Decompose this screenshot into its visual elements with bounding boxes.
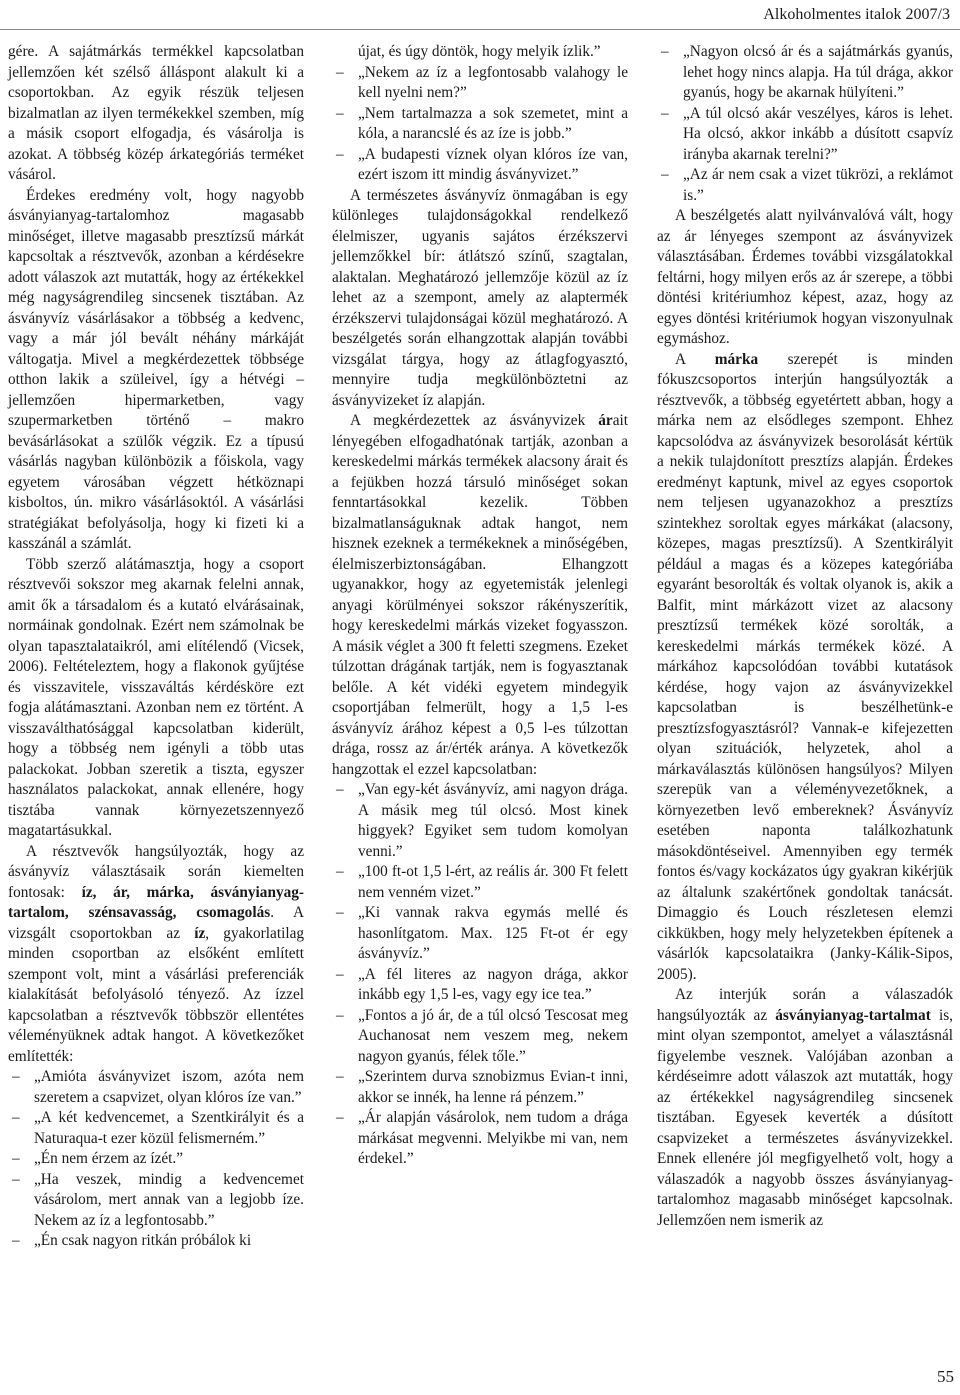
quote-item: – „Ár alapján vásárolok, nem tudom a drága márkásat megvenni. Melyikbe mi van, nem érdekel.” <box>332 1108 628 1170</box>
paragraph: A beszélgetés alatt nyilvánvalóvá vált, hogy az ár lényeges szempont az ásványvizek választásában. Érdemes további vizsgálatokkal feltárni, hogy milyen erős az ár szerepe, a többi döntési kritériumhoz képest, azaz, hogy az egyes döntési kritériumok hogyan viszonyulnak egymáshoz. <box>657 207 953 347</box>
quote-item: – „A fél literes az nagyon drága, akkor inkább egy 1,5 l-es, vagy egy ice tea.” <box>332 965 628 1006</box>
quote-item: – „Ki vannak rakva egymás mellé és hasonlítgatom. Max. 125 Ft-ot ér egy ásványvíz.” <box>332 903 628 965</box>
bold-term: ásványianyag-tartalmat <box>775 1006 931 1024</box>
bold-term: márka <box>714 350 759 368</box>
paragraph: A márka szerepét is minden fókuszcsoportos interjún hangsúlyozták a résztvevők, a többség egyetértett abban, hogy a márka nem az elsődleges szempont. Ehhez kapcsolódva az ásványvizek besorolását kértük a nekik tulajdonított presztízs alapján. Érdekes eredményt kaptunk, mivel az egyes csoportok nem teljesen ugyanazokhoz a presztízs szintekhez soroltak egyes márkákat (alacsony, közepes, magas presztízsű). A Szentkirályit például a magas és a közepes kategóriába egyaránt besorolták és voltak olyanok is, akik a Balfit, mint márkázott vizet az alacsony presztízsű termékek közé sorolták, a kereskedelmi márkás termékek közé. A márkához kapcsolódóan további kutatások kérdése, hogy vajon az ásványvizekkel kapcsolatban is beszélhetünk-e presztízsfogyasztásról? Vannak-e kifejezetten olyan szituációk, helyzetek, ahol a márkaválasztás különösen hangsúlyos? Milyen szerepük van a véleményvezetőknek, a környezetben levő embereknek? Ásványvíz esetében naponta találkozhatunk másokdöntéseivel. Amennyiben egy termék fontos és/vagy kockázatos úgy gyakran kikérjük az általunk szakértőnek gondoltak tanácsát. Dimaggio és Louch részletesen elemzi cikkükben, hogy mely helyzetekben építenek a vásárlók kapcsolataikra (Janky-Kálik-Sipos, 2005). <box>657 350 953 983</box>
column-1 <box>8 42 304 1252</box>
quote-item: – „A két kedvencemet, a Szentkirályit és a Naturaqua-t ezer közül felismerném.” <box>8 1108 304 1149</box>
column-3 <box>657 42 953 1231</box>
header-rule <box>0 29 960 30</box>
paragraph: gére. A sajátmárkás termékkel kapcsolatban jellemzően két szélső álláspont alakult ki a csoportokban. Az egyik részük teljesen bizalmatlan az ilyen termékekkel szemben, míg a másik csoport elfogadja, és vásárolja is azokat. A többség közép árkategóriás terméket vásárol. <box>8 43 304 183</box>
quote-item: – „Nagyon olcsó ár és a sajátmárkás gyanús, lehet hogy nincs alapja. Ha túl drága, akkor gyanús, hogy be akarnak hülyíteni.” <box>657 42 953 104</box>
quote-list <box>657 42 953 206</box>
quote-list <box>332 780 628 1170</box>
quote-item: – „Én nem érzem az ízét.” <box>8 1149 304 1170</box>
quote-item: – „Fontos a jó ár, de a túl olcsó Tescosat meg Auchanosat nem veszem meg, nekem nagyon gyanús, félek tőle.” <box>332 1006 628 1068</box>
quote-continuation: újat, és úgy döntök, hogy melyik ízlik.” <box>358 43 601 60</box>
quote-item: – „A budapesti víznek olyan klóros íze van, ezért iszom itt mindig ásványvizet.” <box>332 145 628 186</box>
quote-item: – „100 ft-ot 1,5 l-ért, az reális ár. 300 Ft felett nem venném vizet.” <box>332 862 628 903</box>
quote-item: – „Az ár nem csak a vizet tükrözi, a reklámot is.” <box>657 165 953 206</box>
paragraph: Több szerző alátámasztja, hogy a csoport résztvevői sokszor meg akarnak felelni annak, amit ők a társadalom és a kutató elvárásainak, normáinak gondolnak. Ezért nem számolnak be olyan tapasztalataikról, ami elítélendő (Vicsek, 2006). Feltételeztem, hogy a flakonok gyűjtése és visszavitele, visszaváltás kérdésköre ezt fogja alátámasztani. Azonban nem ez történt. A visszaválthatósággal kapcsolatban kiderült, hogy a többség nem igényli a több utas palackokat. Jobban szeretik a tiszta, egyszer használatos palackokat, annak ellenére, hogy tisztába vannak környezetszennyező magatartásukkal. <box>8 555 304 839</box>
paragraph: Érdekes eredmény volt, hogy nagyobb ásványianyag-tartalomhoz magasabb minőséget, illetve magasabb presztízsű márkát kapcsoltak a résztvevők, azonban a kérdésekre adott válaszok azt mutatták, hogy az értékekkel még nagyságrendileg sincsenek tisztában. Az ásványvíz vásárlásakor a többség a kedvenc, vagy a már jól bevált néhány márkáját váltogatja. Mivel a megkérdezettek többsége otthon lakik a szüleivel, így a hétvégi – jellemzően hipermarketben, vagy szupermarketben történő – makro bevásárlásokat a szülők végzik. Ez a típusú vásárlás nagyban különbözik a főiskola, vagy egyetem városában végzett hétköznapi kisboltos, ún. mikro vásárlásoktól. A vásárlási stratégiákat befolyásolja, hogy ki fizeti ki a kasszánál a számlát. <box>8 186 304 552</box>
quote-item: – „Van egy-két ásványvíz, ami nagyon drága. A másik meg túl olcsó. Most kinek higgyek? Egyiket sem tudom komolyan venni.” <box>332 780 628 862</box>
quote-list <box>332 63 628 186</box>
bold-term: ár <box>598 412 613 429</box>
paragraph: A megkérdezettek az ásványvizek árait lényegében elfogadhatónak tartják, azonban a kereskedelmi márkás termékek alacsony árait és a fejükben hozzá társuló minőséget sokan fenntartásokkal kezelik. Többen bizalmatlanságuknak adtak hangot, nem hisznek ezeknek a termékeknek a minőségében, élelmiszerbiztonságában. Elhangzott ugyanakkor, hogy az egyetemisták jelenlegi anyagi körülményei sokszor rákényszerítik, hogy kereskedelmi márkás vizeket fogyasszon. A másik véglet a 300 ft feletti szegmens. Ezeket túlzottan drágának tartják, nem is fogyasztanak belőle. A két vidéki egyetem mindegyik csoportjában felmerült, hogy a 1,5 l-es ásványvíz árához képest a 0,5 l-es túlzottan drága, rossz az ár/érték aránya. A következők hangzottak el ezzel kapcsolatban: <box>332 412 628 778</box>
quote-item: – „Amióta ásványvizet iszom, azóta nem szeretem a csapvizet, olyan klóros íze van.” <box>8 1067 304 1108</box>
quote-item: – „Nem tartalmazza a sok szemetet, mint a kóla, a narancslé és az íze is jobb.” <box>332 104 628 145</box>
quote-list <box>8 1067 304 1252</box>
quote-item: – „Nekem az íz a legfontosabb valahogy le kell nyelni nem?” <box>332 63 628 104</box>
bold-term: íz <box>194 924 206 942</box>
column-2 <box>332 42 628 1170</box>
quote-item: – „Ha veszek, mindig a kedvencemet vásárolom, mert annak van a legjobb íze. Nekem az íz a legfontosabb.” <box>8 1170 304 1232</box>
quote-item: – „Én csak nagyon ritkán próbálok ki <box>8 1231 304 1252</box>
paragraph: A résztvevők hangsúlyozták, hogy az ásványvíz választásaik során kiemelten fontosak: íz, ár, márka, ásványianyag-tartalom, szénsavasság, csomagolás. A vizsgált csoportokban az íz, gyakorlatilag minden csoportban az elsőként említett szempont volt, mint a vásárlási preferenciák kialakítását befolyásoló tényező. Az ízzel kapcsolatban a résztvevők többször ellentétes véleményüknek adtak hangot. A következőket említették: <box>8 842 305 1065</box>
running-header: Alkoholmentes italok 2007/3 <box>763 6 950 23</box>
quote-item: – „Szerintem durva sznobizmus Evian-t inni, akkor se innék, ha lenne rá pénzem.” <box>332 1067 628 1108</box>
quote-item: – „A túl olcsó akár veszélyes, káros is lehet. Ha olcsó, akkor inkább a dúsított csapvíz irányba akarnak terelni?” <box>657 104 953 166</box>
paragraph: Az interjúk során a válaszadók hangsúlyozták az ásványianyag-tartalmat is, mint olyan szempontot, amelyet a választásnál figyelembe vesznek. Valójában azonban a kérdéseimre adott válaszok azt mutatták, hogy az értékekkel nagyságrendileg sincsenek tisztában. Egyesek keverték a dúsított csapvizeket a természetes ásványvizekkel. Ennek ellenére jól megfigyelhető volt, hogy a válaszadók a nagyobb összes ásványianyag-tartalomhoz magasabb minőséget kapcsolnak. Jellemzően nem ismerik az <box>657 986 953 1229</box>
bold-term: íz, ár, márka, ásványianyag-tartalom, szénsavasság, csomagolás <box>8 883 304 921</box>
page-number: 55 <box>937 1367 954 1386</box>
paragraph: A természetes ásványvíz önmagában is egy különleges tulajdonságokkal rendelkező élelmiszer, ugyanis sajátos érzékszervi jellemzőkkel bír: átlátszó színű, szagtalan, alaktalan. Meghatározó jellemzője közül az íz lehet az a szempont, amely az alaptermék érzékszervi tulajdonságai közül meghatározó. A beszélgetés során elhangzottak alapján további vizsgálat tárgya, hogy az átlagfogyasztó, mennyire tudja megkülönböztetni az ásványvizeket íz alapján. <box>332 186 628 409</box>
